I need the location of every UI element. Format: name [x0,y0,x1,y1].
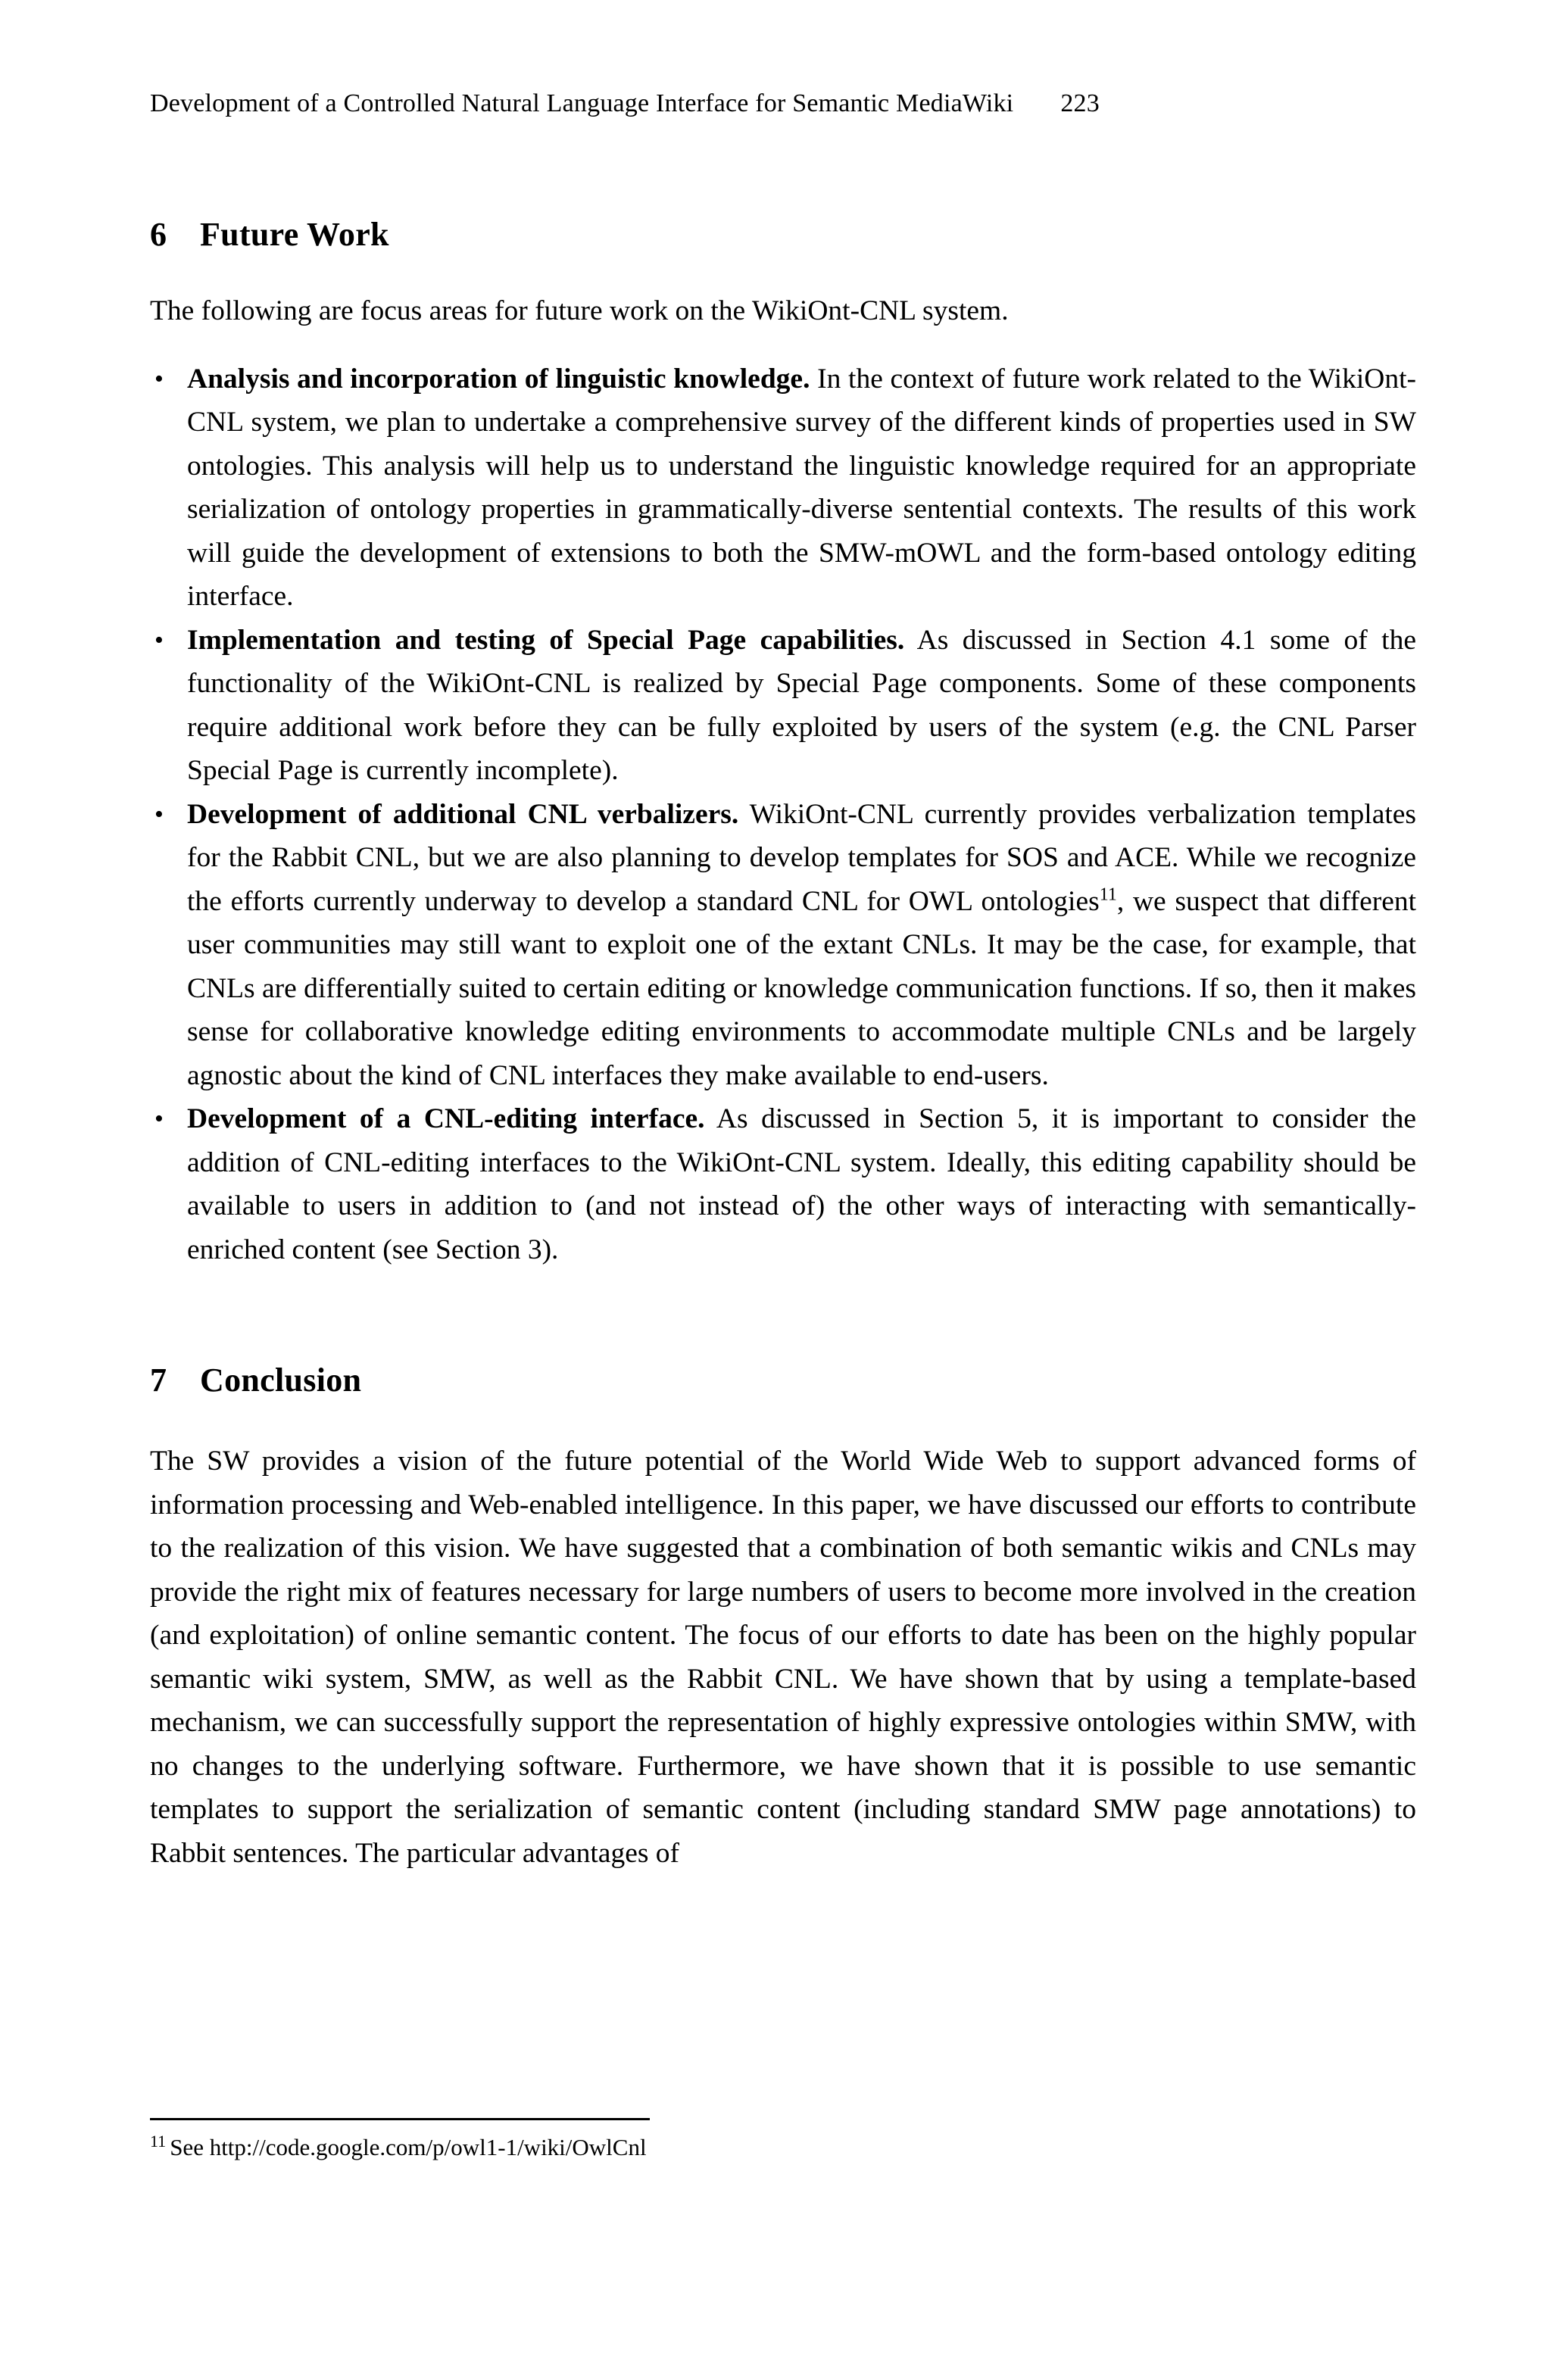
footnote-reference-marker[interactable]: 11 [1099,884,1117,904]
page-content [150,0,1416,1875]
section-heading-conclusion [150,1361,1416,1399]
bullet-body: As discussed in Section 4.1 some of the functionality of the WikiOnt-CNL is realized by Special Page components. Some of these components require additional work before they can be fully exploited by users of the system (e.g. the CNL Parser Special Page is currently incomplete). [187,624,1416,786]
bullet-lead-in: Analysis and incorporation of linguistic knowledge. [187,363,810,395]
bullet-lead-in: Development of a CNL-editing interface. [187,1103,705,1134]
footnote-separator-rule [150,2118,650,2120]
footnote-area [150,2118,1416,2164]
bullet-lead-in: Development of additional CNL verbalizers. [187,798,739,830]
section-number: 7 [150,1362,167,1399]
section-heading-future-work [150,215,1416,254]
footnote-marker: 11 [150,2131,167,2151]
list-item [150,793,1416,1098]
list-item [150,619,1416,793]
future-work-intro-paragraph: The following are focus areas for future work on the WikiOnt-CNL system. [150,295,1009,326]
section-title: Conclusion [200,1362,362,1399]
section-title: Future Work [200,216,389,253]
running-head-title: Development of a Controlled Natural Language Interface for Semantic MediaWiki [150,89,1014,117]
bullet-body: In the context of future work related to the WikiOnt-CNL system, we plan to undertake a comprehensive survey of the different kinds of properties used in SW ontologies. This analysis will help us to understand the linguistic knowledge required for an appropriate serialization of ontology properties in grammatically-diverse sentential contexts. The results of this work will guide the development of extensions to both the SMW-mOWL and the form-based ontology editing interface. [187,363,1416,612]
future-work-bullet-list [150,357,1416,1272]
list-item [150,1097,1416,1271]
bullet-body: As discussed in Section 5, it is important to consider the addition of CNL-editing interfaces to the WikiOnt-CNL system. Ideally, this editing capability should be available to users in addition to (and not instead of) the other ways of interacting with semantically-enriched content (see Section 3). [187,1103,1416,1265]
bullet-body-before-footnote: WikiOnt-CNL currently provides verbalization templates for the Rabbit CNL, but we are also planning to develop templates for SOS and ACE. While we recognize the efforts currently underway to develop a standard CNL for OWL ontologies [187,798,1416,917]
running-head [150,89,1416,118]
section-number: 6 [150,216,167,253]
footnote-entry [150,2131,1416,2164]
bullet-lead-in: Implementation and testing of Special Page capabilities. [187,624,905,656]
list-item [150,357,1416,619]
conclusion-paragraph: The SW provides a vision of the future potential of the World Wide Web to support advanced forms of information processing and Web-enabled intelligence. In this paper, we have discussed our efforts to contribute to the realization of this vision. We have suggested that a combination of both semantic wikis and CNLs may provide the right mix of features necessary for large numbers of users to become more involved in the creation (and exploitation) of online semantic content. The focus of our efforts to date has been on the highly popular semantic wiki system, SMW, as well as the Rabbit CNL. We have shown that by using a template-based mechanism, we can successfully support the representation of highly expressive ontologies within SMW, with no changes to the underlying software. Furthermore, we have shown that it is possible to use semantic templates to support the serialization of semantic content (including standard SMW page annotations) to Rabbit sentences. The particular advantages of [150,1446,1416,1869]
bullet-body-after-footnote: , we suspect that different user communities may still want to exploit one of the extant CNLs. It may be the case, for example, that CNLs are differentially suited to certain editing or knowledge communication functions. If so, then it makes sense for collaborative knowledge editing environments to accommodate multiple CNLs and be largely agnostic about the kind of CNL interfaces they make available to end-users. [187,885,1417,1091]
page-number: 223 [1060,89,1100,117]
footnote-text: See http://code.google.com/p/owl1-1/wiki/OwlCnl [170,2134,647,2160]
